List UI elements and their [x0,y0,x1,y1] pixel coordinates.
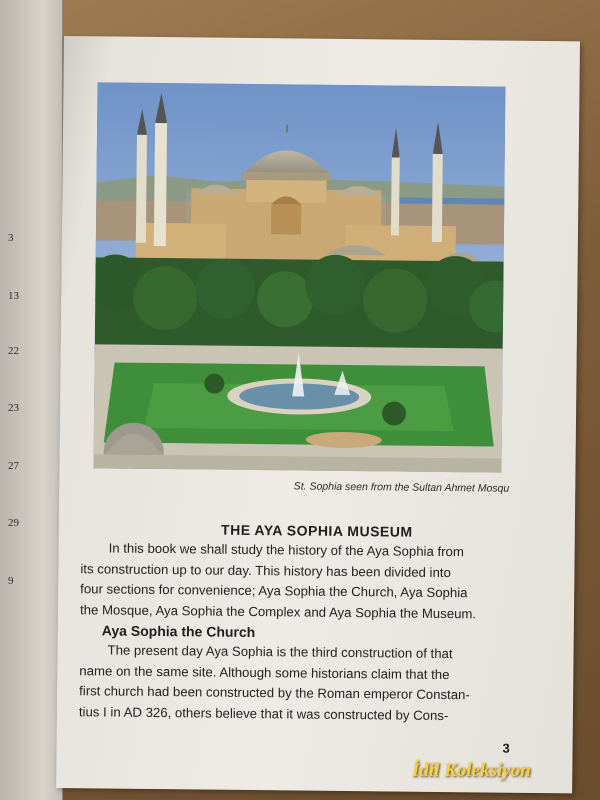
toc-page-number: 29 [8,517,19,529]
collection-watermark: İdil Koleksiyon [412,760,531,781]
text-line: the Mosque, Aya Sophia the Complex and Aya Sophia the Museum. [79,601,477,621]
section-heading: Aya Sophia the Church [101,622,256,641]
toc-page-number: 23 [8,402,19,414]
page-number: 3 [502,740,510,756]
photo-caption: St. Sophia seen from the Sultan Ahmet Mosqu [293,480,510,495]
chapter-title: THE AYA SOPHIA MUSEUM [221,521,413,540]
toc-page-number: 27 [8,460,19,472]
text-line: its construction up to our day. This history has been divided into [80,560,451,580]
hagia-sophia-photo [93,82,505,472]
church-paragraph [79,640,522,727]
toc-page-number: 13 [8,290,19,302]
text-line: tius I in AD 326, others believe that it was constructed by Cons- [78,703,449,723]
left-page-edge [0,0,63,800]
text-line: name on the same site. Although some historians claim that the [79,662,450,682]
book-page [56,36,580,793]
intro-paragraph [80,538,523,625]
toc-page-number: 9 [8,575,14,587]
toc-page-number: 22 [8,345,19,357]
text-line: In this book we shall study the history of the Aya Sophia from [108,540,464,560]
text-line: The present day Aya Sophia is the third construction of that [107,642,453,662]
text-line: first church had been constructed by the Roman emperor Constan- [79,683,470,703]
text-line: four sections for convenience; Aya Sophia the Church, Aya Sophia [80,581,468,601]
toc-page-number: 3 [8,232,14,244]
